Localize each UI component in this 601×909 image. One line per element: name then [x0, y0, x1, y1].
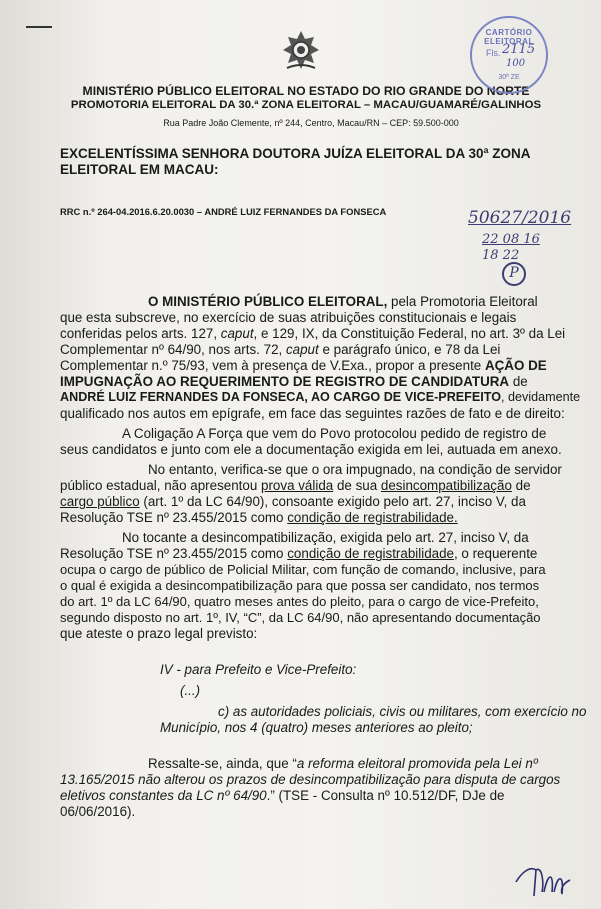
text-span: Complementar nº 64/90, nos arts. 72,	[60, 342, 286, 357]
text-span: caput	[220, 326, 254, 341]
protocol-date: 22 08 16	[482, 232, 540, 247]
text-span: , o requerente	[453, 546, 538, 561]
header-address: Rua Padre João Clemente, nº 244, Centro, Macau/RN – CEP: 59.500-000	[163, 118, 459, 128]
p4-line-6: segundo disposto no art. 1º, IV, “C”, da LC 64/90, não apresentando documentação	[60, 610, 541, 625]
protocol-number: 50627/2016	[468, 208, 572, 228]
p4-line-7: que ateste o prazo legal previsto:	[60, 626, 258, 641]
text-span: condição de registrabilidade.	[287, 510, 458, 525]
text-span: , e 129, IX, da Constituição Federal, no art. 3º da Lei	[253, 326, 566, 341]
stamp-title: CARTÓRIO ELEITORAL	[484, 28, 534, 46]
p4-line-2	[60, 546, 537, 561]
text-span: Resolução TSE nº 23.455/2015 como	[60, 546, 288, 561]
p2-line-2: seus candidatos e junto com ele a documentação exigida em lei, autuada em anexo.	[60, 442, 562, 457]
text-span: a reforma eleitoral promovida pela Lei nº	[296, 756, 538, 771]
p1-line-3	[60, 326, 565, 341]
filing-stamp	[470, 16, 548, 94]
protocol-time: 18 22	[482, 248, 520, 263]
p4-line-3: ocupa o cargo de público de Policial Militar, com função de comando, inclusive, para	[60, 562, 546, 577]
header-line-1: MINISTÉRIO PÚBLICO ELEITORAL NO ESTADO DO RIO GRANDE DO NORTE	[82, 84, 530, 98]
text-span: .” (TSE - Consulta nº 10.512/DF, DJe de	[266, 788, 505, 803]
addressee-line-2: ELEITORAL EM MACAU:	[60, 162, 219, 177]
p4-line-5: do art. 1º da LC 64/90, quatro meses antes do pleito, para o cargo de vice-Prefeito,	[60, 594, 539, 609]
p4-line-4: o qual é exigida a desincompatibilização para que possa ser candidato, nos termos	[60, 578, 540, 593]
p3-line-4	[60, 510, 458, 525]
text-span: de	[509, 374, 528, 389]
text-span: ANDRÉ LUIZ FERNANDES DA FONSECA, AO CARGO DE VICE-PREFEITO	[60, 390, 502, 404]
p1-line-8: qualificado nos autos em epígrafe, em face das seguintes razões de fato e de direito:	[60, 406, 565, 421]
text-span: Ressalte-se, ainda, que “	[148, 756, 297, 771]
text-span: público estadual, não apresentou	[60, 478, 262, 493]
text-span: Resolução TSE nº 23.455/2015 como	[60, 510, 288, 525]
p3-line-3	[60, 494, 526, 509]
header-line-2: PROMOTORIA ELEITORAL DA 30.ª ZONA ELEITORAL – MACAU/GUAMARÉ/GALINHOS	[70, 99, 542, 111]
p1-line-1	[148, 294, 538, 309]
text-span: de	[511, 478, 531, 493]
p2-line-1: A Coligação A Força que vem do Povo protocolou pedido de registro de	[122, 426, 547, 441]
p3-line-2	[60, 478, 531, 493]
text-span: AÇÃO DE	[484, 358, 547, 373]
text-span: desincompatibilização	[380, 478, 512, 493]
case-reference: RRC n.º 264-04.2016.6.20.0030 – ANDRÉ LUIZ FERNANDES DA FONSECA	[60, 206, 387, 217]
p5-line-3	[60, 788, 504, 803]
pen-mark	[26, 26, 52, 28]
text-span: condição de registrabilidade	[287, 546, 454, 561]
quote-line-1: IV - para Prefeito e Vice-Prefeito:	[160, 662, 357, 677]
text-span: Complementar n.º 75/93, vem à presença de V.Exa., propor a presente	[60, 358, 485, 373]
p4-line-1: No tocante a desincompatibilização, exigida pelo art. 27, inciso V, da	[122, 530, 529, 545]
text-span: prova válida	[261, 478, 334, 493]
mpe-name: O MINISTÉRIO PÚBLICO ELEITORAL,	[148, 294, 388, 309]
text-span: cargo público	[60, 494, 140, 509]
stamp-page-number: 2115	[502, 42, 536, 57]
text-span: de sua	[333, 478, 381, 493]
p5-line-4: 06/06/2016).	[60, 804, 136, 819]
signature-icon	[512, 852, 572, 900]
addressee-line-1: EXCELENTÍSSIMA SENHORA DOUTORA JUÍZA ELEITORAL DA 30ª ZONA	[60, 146, 531, 161]
stamp-denominator: 100	[506, 58, 526, 69]
text-span: caput	[285, 342, 319, 357]
stamp-fls-label: Fls.	[486, 48, 501, 58]
quote-line-3: c) as autoridades policiais, civis ou militares, com exercício no	[218, 704, 587, 719]
p1-line-5	[60, 358, 547, 373]
text-span: pela Promotoria Eleitoral	[387, 294, 538, 309]
p5-line-1	[148, 756, 538, 771]
protocol-initial: P	[502, 262, 526, 286]
p1-line-7	[60, 390, 580, 404]
text-span: conferidas pelos arts. 127,	[60, 326, 221, 341]
coat-of-arms-icon	[281, 30, 321, 72]
addressee	[60, 146, 550, 178]
text-span: eletivos constantes da LC nº 64/90	[60, 788, 267, 803]
stamp-zone: 30ª ZE	[498, 74, 520, 81]
quote-line-4: Município, nos 4 (quatro) meses anteriores ao pleito;	[160, 720, 473, 735]
text-span: , devidamente	[501, 390, 581, 404]
text-span: (art. 1º da LC 64/90), consoante exigido pelo art. 27, inciso V, da	[139, 494, 526, 509]
quote-line-2: (...)	[180, 683, 201, 698]
p5-line-2: 13.165/2015 não alterou os prazos de desincompatibilização para disputa de cargos	[60, 772, 561, 787]
p1-line-4	[60, 342, 500, 357]
text-span: IMPUGNAÇÃO AO REQUERIMENTO DE REGISTRO DE CANDIDATURA	[60, 374, 510, 389]
p1-line-6	[60, 374, 528, 389]
p3-line-1: No entanto, verifica-se que o ora impugnado, na condição de servidor	[148, 462, 562, 477]
text-span: e parágrafo único, e 78 da Lei	[318, 342, 501, 357]
p1-line-2: que esta subscreve, no exercício de suas atribuições constitucionais e legais	[60, 310, 517, 325]
